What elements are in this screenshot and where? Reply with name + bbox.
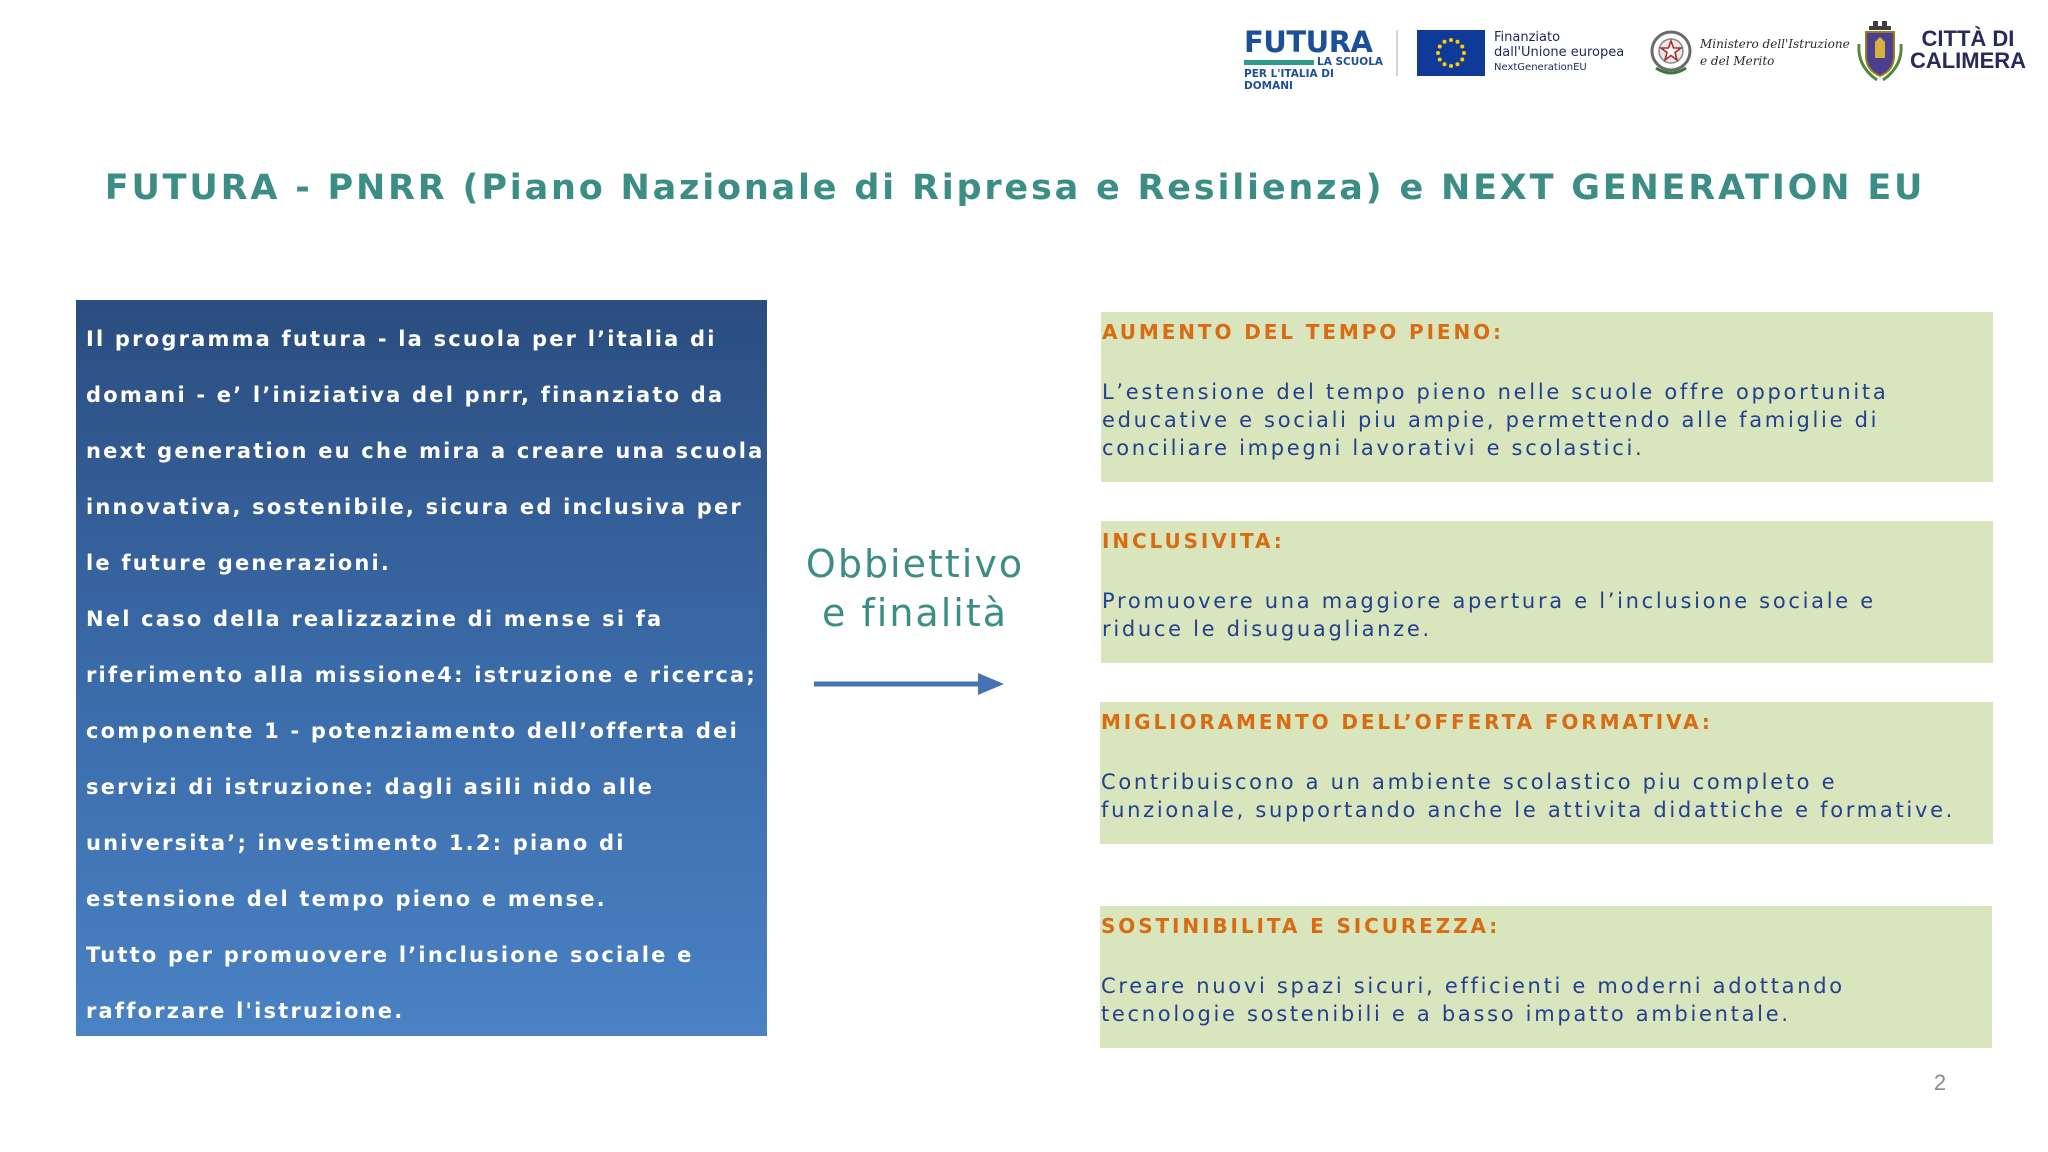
card-body	[1101, 768, 1955, 824]
intro-text-line: servizi di istruzione: dagli asili nido alle	[86, 775, 655, 799]
intro-text-box	[76, 300, 767, 1036]
eu-star-icon	[1443, 40, 1447, 44]
eu-star-icon	[1449, 64, 1453, 68]
eu-funding-line-2: dall'Unione europea	[1494, 45, 1625, 60]
intro-text-line: estensione del tempo pieno e mense.	[86, 887, 607, 911]
slide-title: FUTURA - PNRR (Piano Nazionale di Ripresa e Resilienza) e NEXT GENERATION EU	[104, 168, 1926, 208]
card-body	[1102, 587, 1876, 643]
card-body-line: L’estensione del tempo pieno nelle scuole offre opportunita	[1102, 380, 1889, 404]
card-body	[1101, 972, 1845, 1028]
card-title: INCLUSIVITA:	[1102, 529, 1285, 553]
card-full-time	[1101, 312, 1993, 482]
city-name-line-2: CALIMERA	[1909, 48, 2027, 73]
intro-text-line: Il programma futura - la scuola per l’italia di	[86, 327, 717, 351]
card-title: AUMENTO DEL TEMPO PIENO:	[1102, 320, 1504, 344]
intro-text-line: domani - e’ l’iniziativa del pnrr, finanziato da	[86, 383, 725, 407]
objective-label	[790, 540, 1040, 638]
intro-text-line: componente 1 - potenziamento dell’offerta dei	[86, 719, 739, 743]
arrow-right-icon	[812, 670, 1006, 698]
intro-text-line: rafforzare l'istruzione.	[86, 999, 405, 1023]
card-body-line: educative e sociali piu ampie, permettendo alle famiglie di	[1102, 408, 1880, 432]
eu-star-icon	[1443, 62, 1447, 66]
logo-divider	[1396, 30, 1398, 76]
intro-text-line: riferimento alla missione4: istruzione e ricerca;	[86, 663, 757, 687]
card-body	[1102, 378, 1888, 462]
card-body-line: Creare nuovi spazi sicuri, efficienti e moderni adottando	[1101, 974, 1845, 998]
italian-republic-emblem-icon	[1648, 28, 1694, 78]
ministry-line-2: e del Merito	[1700, 54, 1775, 68]
city-name-line-1: CITTÀ DI	[1921, 26, 2015, 51]
futura-logo-word: FUTURA	[1244, 25, 1373, 59]
objective-label-line-1: Obbiettivo	[805, 542, 1025, 586]
intro-text-line: universita’; investimento 1.2: piano di	[86, 831, 626, 855]
card-inclusivity	[1101, 521, 1993, 663]
futura-logo-bar	[1244, 60, 1314, 65]
intro-text-line: Tutto per promuovere l’inclusione sociale e	[86, 943, 694, 967]
futura-logo	[1244, 25, 1384, 92]
calimera-crest-icon	[1855, 20, 1905, 84]
card-body-line: funzionale, supportando anche le attivita didattiche e formative.	[1101, 798, 1956, 822]
card-body-line: riduce le disuguaglianze.	[1102, 617, 1432, 641]
card-body-line: tecnologie sostenibili e a basso impatto ambientale.	[1101, 1002, 1791, 1026]
futura-logo-tagline-2: PER L'ITALIA DI DOMANI	[1244, 68, 1334, 92]
eu-star-icon	[1438, 45, 1442, 49]
intro-text-line: Nel caso della realizzazine di mense si fa	[86, 607, 664, 631]
card-body-line: Contribuiscono a un ambiente scolastico piu completo e	[1101, 770, 1838, 794]
card-title: MIGLIORAMENTO DELL’OFFERTA FORMATIVA:	[1101, 710, 1713, 734]
ministry-line-1: Ministero dell'Istruzione	[1700, 37, 1850, 51]
eu-funding-line-3: NextGenerationEU	[1494, 62, 1587, 73]
card-body-line: conciliare impegni lavorativi e scolastici.	[1102, 436, 1645, 460]
intro-text-line: le future generazioni.	[86, 551, 392, 575]
eu-star-icon	[1456, 40, 1460, 44]
city-name	[1908, 28, 2028, 72]
eu-star-icon	[1460, 45, 1464, 49]
eu-funding-line-1: Finanziato	[1494, 30, 1561, 45]
intro-text-line: next generation eu che mira a creare una scuola	[86, 439, 765, 463]
eu-flag-icon	[1417, 30, 1485, 76]
eu-star-icon	[1462, 51, 1466, 55]
card-title: SOSTINIBILITA E SICUREZZA:	[1101, 914, 1501, 938]
objective-label-line-2: e finalità	[821, 591, 1009, 635]
eu-star-icon	[1436, 51, 1440, 55]
eu-star-icon	[1449, 38, 1453, 42]
eu-star-icon	[1456, 62, 1460, 66]
ministry-label	[1700, 36, 1850, 70]
eu-star-icon	[1460, 58, 1464, 62]
card-sustainability-safety	[1100, 906, 1992, 1048]
page-number: 2	[1933, 1070, 1947, 1095]
intro-text-line: innovativa, sostenibile, sicura ed inclusiva per	[86, 495, 743, 519]
eu-funding-label	[1494, 30, 1624, 75]
eu-star-icon	[1438, 58, 1442, 62]
futura-logo-tagline-1: LA SCUOLA	[1317, 56, 1384, 68]
card-body-line: Promuovere una maggiore apertura e l’inclusione sociale e	[1102, 589, 1876, 613]
card-educational-offer	[1100, 702, 1993, 844]
